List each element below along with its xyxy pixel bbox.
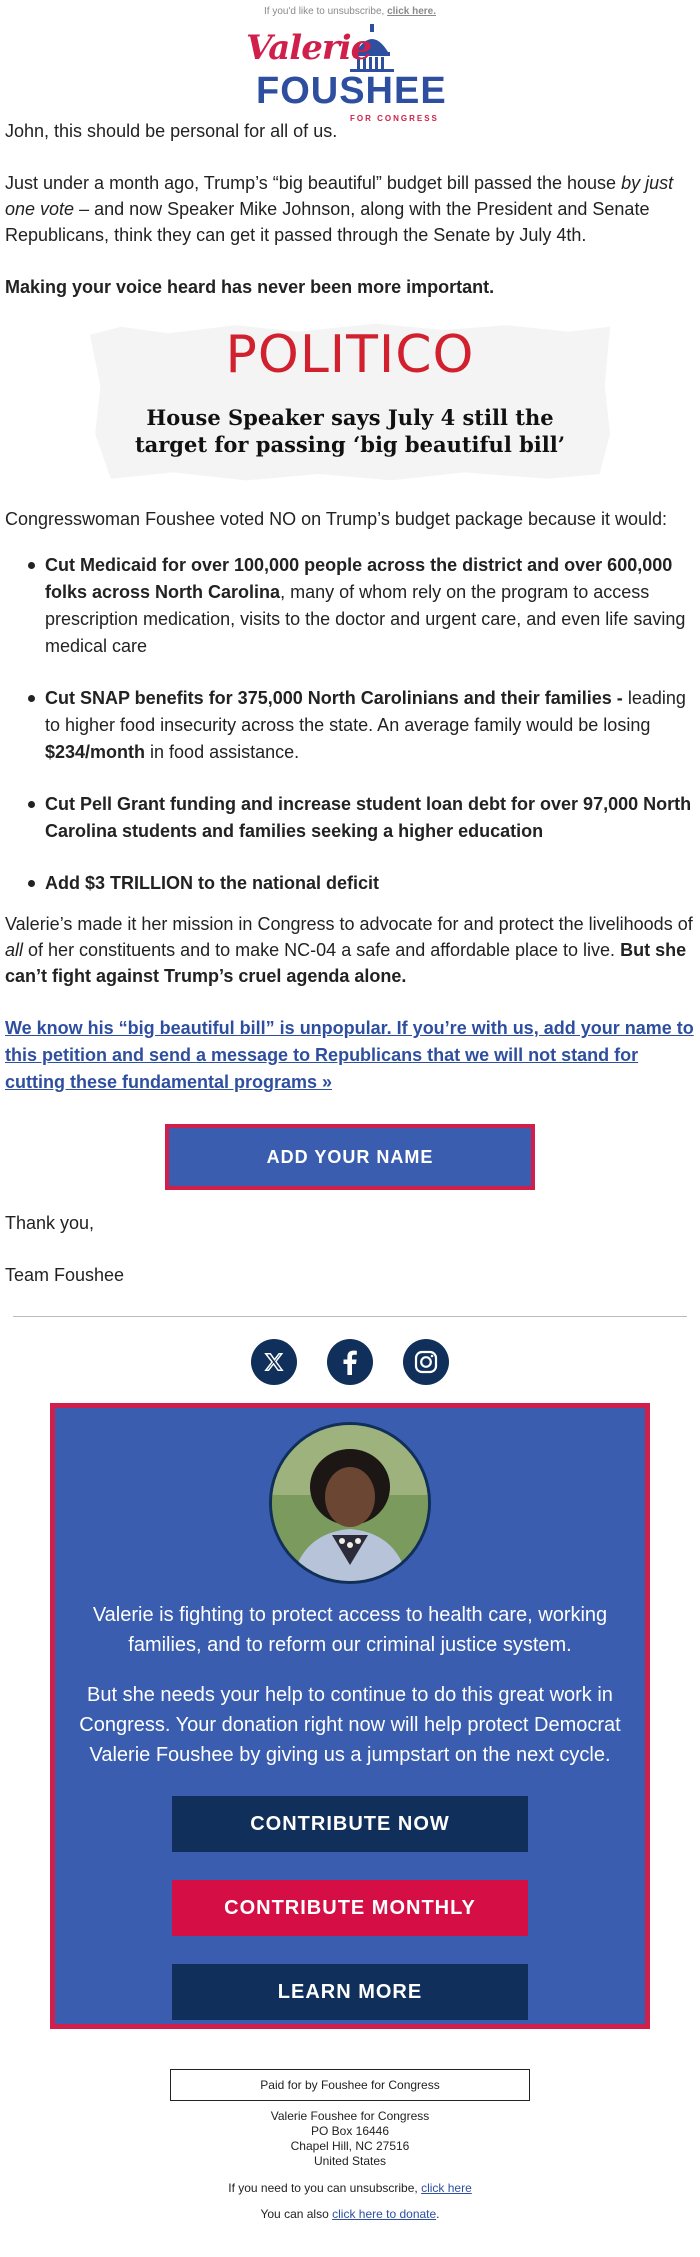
portrait-icon (272, 1425, 428, 1581)
facebook-icon[interactable] (327, 1339, 373, 1385)
petition-link[interactable]: We know his “big beautiful bill” is unpopular. If you’re with us, add your name to this petition and send a message to Republicans that we will not stand for cutting these fundamental programs » (5, 1018, 694, 1092)
logo-tagline: FOR CONGRESS (350, 114, 439, 123)
mission-paragraph: Valerie’s made it her mission in Congress to advocate for and protect the livelihoods of all of her constituents and to make NC-04 a safe and affordable place to live. But she can’t fight against Trump’s cruel agenda alone. (5, 914, 693, 986)
impact-pell: Cut Pell Grant funding and increase student loan debt for over 97,000 North Carolina students and families seeking a higher education (45, 791, 695, 845)
email-body (0, 118, 700, 1288)
unsubscribe-link-footer[interactable]: click here (421, 2181, 472, 2195)
contribute-now-button[interactable]: CONTRIBUTE NOW (172, 1796, 528, 1852)
paragraph-vote-b: – and now Speaker Mike Johnson, along with the President and Senate Republicans, think they can get it passed through the Senate by July 4th. (5, 199, 650, 245)
donate-panel (50, 1403, 650, 2029)
politico-headline: House Speaker says July 4 still the target for passing ‘big beautiful bill’ (134, 405, 566, 457)
paragraph-vote-a: Just under a month ago, Trump’s “big beautiful” budget bill passed the house (5, 173, 617, 193)
impacts-intro: Congresswoman Foushee voted NO on Trump’s budget package because it would: (5, 509, 668, 529)
avatar (269, 1422, 431, 1584)
paragraph-vote (5, 170, 695, 248)
impact-medicaid: Cut Medicaid for over 100,000 people across the district and over 600,000 folks across North Carolina, many of whom rely on the program to access prescription medication, visits to the doctor and urgent care, and even life saving medical care (45, 552, 695, 660)
donate-copy-2: But she needs your help to continue to do this great work in Congress. Your donation right now will help protect Democrat Valerie Foushee by giving us a jumpstart on the next cycle. (79, 1684, 621, 1766)
unsubscribe-link-top[interactable]: click here. (387, 6, 436, 17)
donate-link-footer[interactable]: click here to donate (332, 2207, 437, 2221)
divider (13, 1316, 687, 1317)
politico-logo: POLITICO (225, 325, 475, 385)
donate-copy-1: Valerie is fighting to protect access to health care, working families, and to reform our criminal justice system. (92, 1604, 608, 1656)
bold-callout: Making your voice heard has never been more important. (5, 277, 495, 297)
thanks: Thank you, (5, 1213, 95, 1233)
learn-more-button[interactable]: LEARN MORE (172, 1964, 528, 2020)
footer-donate: You can also click here to donate. (260, 2207, 440, 2221)
impacts-list (5, 552, 695, 897)
instagram-icon[interactable] (403, 1339, 449, 1385)
campaign-logo (240, 22, 460, 122)
footer (0, 2069, 700, 2221)
paid-for-disclaimer: Paid for by Foushee for Congress (170, 2069, 530, 2101)
social-links (0, 1339, 700, 1385)
add-your-name-button[interactable]: ADD YOUR NAME (165, 1124, 535, 1190)
politico-clipping (90, 322, 610, 482)
x-icon[interactable] (251, 1339, 297, 1385)
logo-first-name: Valerie (246, 28, 372, 68)
contribute-monthly-button[interactable]: CONTRIBUTE MONTHLY (172, 1880, 528, 1936)
mailing-address: Valerie Foushee for Congress PO Box 16446 Chapel Hill, NC 27516 United States (270, 2109, 430, 2168)
footer-unsubscribe: If you need to you can unsubscribe, click here (228, 2181, 472, 2195)
signoff: Team Foushee (5, 1265, 125, 1285)
logo-last-name: FOUSHEE (256, 70, 447, 112)
paragraph-vote-em: by just one vote (5, 173, 674, 219)
impact-deficit: Add $3 TRILLION to the national deficit (45, 870, 695, 897)
unsubscribe-text: If you'd like to unsubscribe, (263, 6, 385, 17)
greeting: John, this should be personal for all of us. (5, 121, 338, 141)
unsubscribe-header (0, 0, 700, 18)
impact-snap: Cut SNAP benefits for 375,000 North Carolinians and their families - leading to higher food insecurity across the state. An average family would be losing $234/month in food assistance. (45, 685, 695, 766)
